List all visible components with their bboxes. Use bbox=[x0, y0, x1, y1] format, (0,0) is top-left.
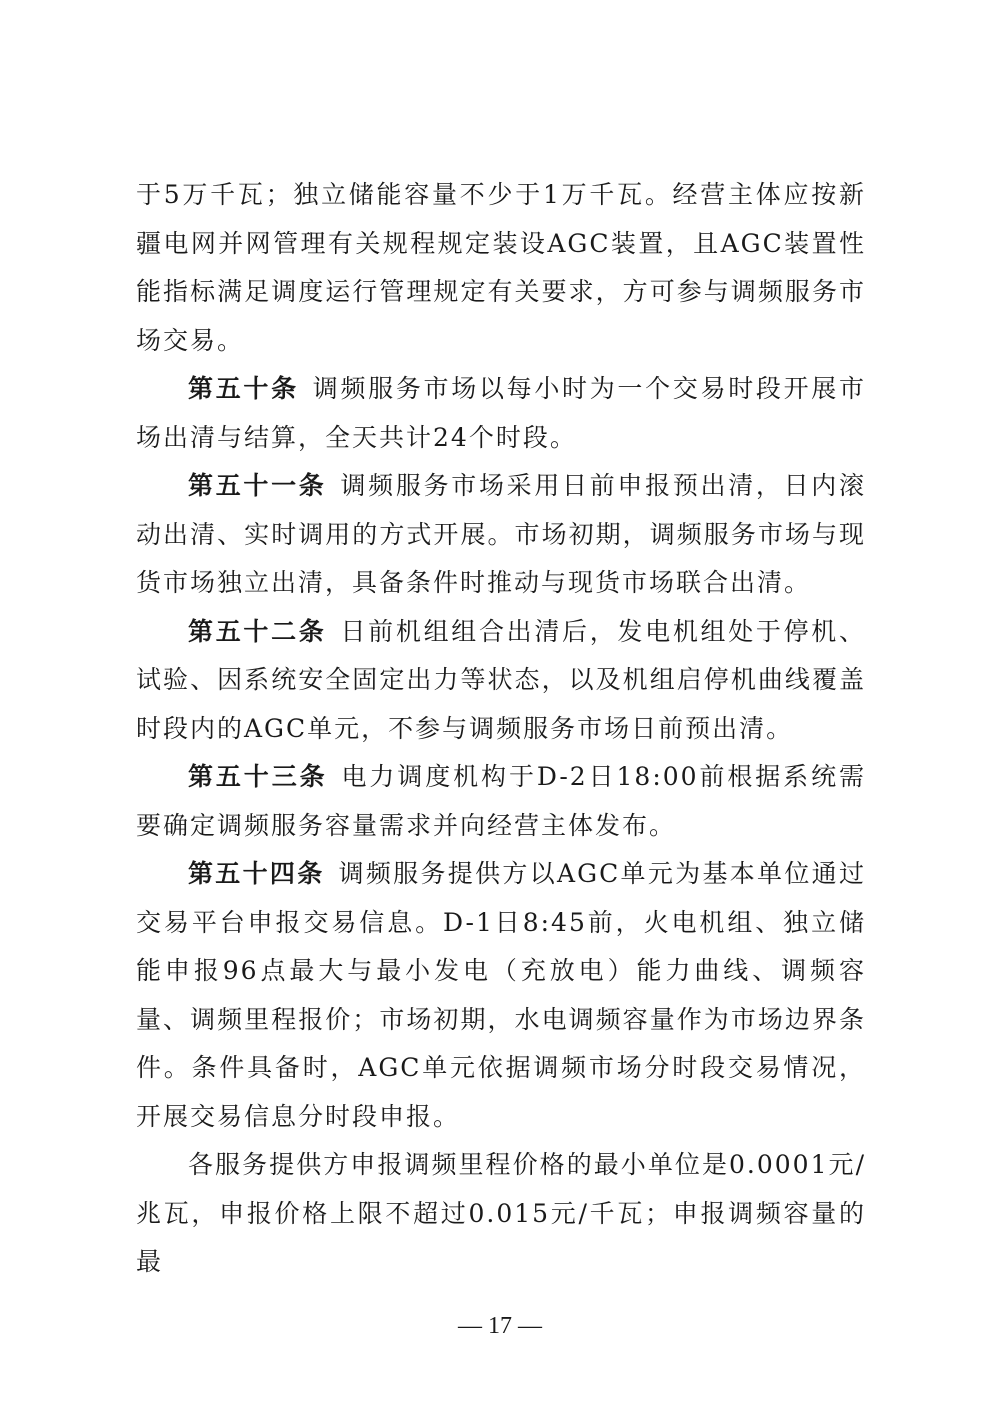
article-label: 第五十三条 bbox=[188, 762, 328, 791]
article-label: 第五十一条 bbox=[188, 471, 327, 500]
paragraph-text: 日前机组组合出清后，发电机组处于停机、试验、因系统安全固定出力等状态，以及机组启停机曲线覆盖时段内的AGC单元，不参与调频服务市场日前预出清。 bbox=[136, 616, 866, 743]
article-51 bbox=[136, 462, 866, 608]
paragraph-text: 调频服务市场采用日前申报预出清，日内滚动出清、实时调用的方式开展。市场初期，调频服务市场与现货市场独立出清，具备条件时推动与现货市场联合出清。 bbox=[136, 471, 866, 597]
article-label: 第五十二条 bbox=[188, 616, 327, 646]
document-body bbox=[136, 171, 866, 1287]
paragraph-text: 调频服务提供方以AGC单元为基本单位通过交易平台申报交易信息。D-1日8:45前，火电机组、独立储能申报96点最大与最小发电（充放电）能力曲线、调频容量、调频里程报价；市场初期，水电调频容量作为市场边界条件。条件具备时，AGC单元依据调频市场分时段交易情况，开展交易信息分时段申报。 bbox=[136, 859, 866, 1131]
article-53 bbox=[136, 753, 866, 850]
article-54 bbox=[136, 850, 866, 1141]
article-52 bbox=[136, 608, 866, 754]
paragraph-text: 调频服务市场以每小时为一个交易时段开展市场出清与结算，全天共计24个时段。 bbox=[136, 374, 866, 452]
paragraph-text: 于5万千瓦；独立储能容量不少于1万千瓦。经营主体应按新疆电网并网管理有关规程规定装设AGC装置，且AGC装置性能指标满足调度运行管理规定有关要求，方可参与调频服务市场交易。 bbox=[136, 180, 866, 355]
article-label: 第五十条 bbox=[188, 374, 299, 403]
page-number: — 17 — bbox=[458, 1313, 542, 1339]
paragraph-text: 电力调度机构于D-2日18:00前根据系统需要确定调频服务容量需求并向经营主体发布。 bbox=[136, 762, 866, 840]
paragraph-text: 各服务提供方申报调频里程价格的最小单位是0.0001元/兆瓦，申报价格上限不超过0.015元/千瓦；申报调频容量的最 bbox=[136, 1150, 866, 1276]
article-50 bbox=[136, 365, 866, 462]
paragraph-price-rules bbox=[136, 1141, 866, 1287]
article-label: 第五十四条 bbox=[188, 859, 325, 888]
paragraph-continuation bbox=[136, 171, 866, 365]
